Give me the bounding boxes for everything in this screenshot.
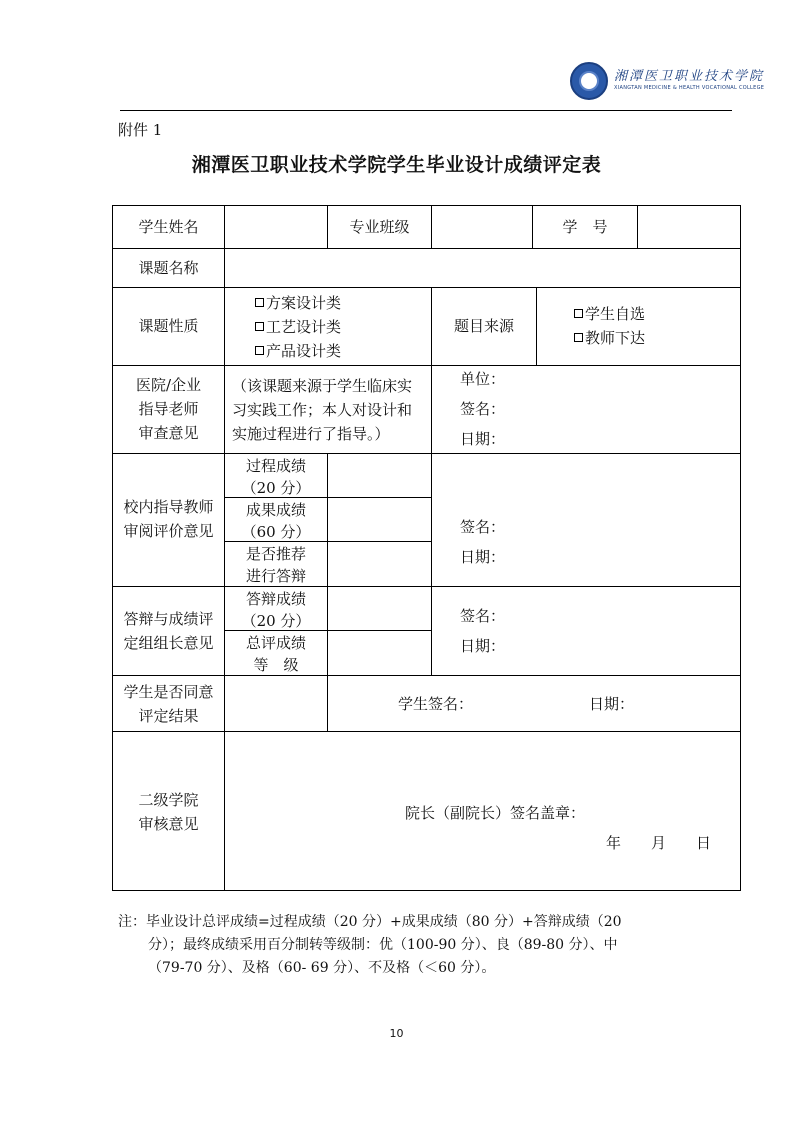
college-logo <box>570 62 765 102</box>
hospital-advisor-label-1: 医院/企业 <box>135 376 202 394</box>
hospital-statement-2: 习实践工作；本人对设计和 <box>232 401 413 419</box>
result-score-label-2: （60 分） <box>241 523 311 541</box>
student-agree-label-1: 学生是否同意 <box>123 683 214 701</box>
attachment-label: 附件 1 <box>118 121 163 139</box>
process-score-label-2: （20 分） <box>241 479 311 497</box>
unit-field[interactable]: 单位： <box>460 370 506 388</box>
college-review-label-2: 审核意见 <box>138 815 199 833</box>
overall-grade-label-1: 总评成绩 <box>245 634 306 652</box>
checkbox-icon <box>574 333 583 342</box>
hospital-date-field[interactable]: 日期： <box>460 430 506 448</box>
student-name-label: 学生姓名 <box>138 218 199 236</box>
defense-score-label-2: （20 分） <box>241 612 311 630</box>
hospital-sign-field[interactable]: 签名： <box>460 400 506 418</box>
checkbox-icon <box>255 298 264 307</box>
nature-option-product[interactable]: 产品设计类 <box>255 339 341 363</box>
checkbox-icon <box>574 309 583 318</box>
school-date-field[interactable]: 日期： <box>460 548 506 566</box>
defense-sign-field[interactable]: 签名： <box>460 607 506 625</box>
hospital-advisor-label-2: 指导老师 <box>138 400 199 418</box>
topic-nature-label: 课题性质 <box>138 317 199 335</box>
hospital-statement-1: （该课题来源于学生临床实 <box>232 377 413 395</box>
school-advisor-label-2: 审阅评价意见 <box>123 522 214 540</box>
student-sign-field[interactable]: 学生签名： <box>398 695 474 713</box>
major-class-label: 专业班级 <box>349 218 410 236</box>
topic-source-label: 题目来源 <box>453 317 514 335</box>
header-divider <box>120 110 732 111</box>
hospital-statement-3: 实施过程进行了指导。） <box>232 425 390 443</box>
student-date-field[interactable]: 日期： <box>589 695 635 713</box>
result-score-label-1: 成果成绩 <box>245 501 306 519</box>
student-agree-label-2: 评定结果 <box>138 707 199 725</box>
checkbox-icon <box>255 346 264 355</box>
school-advisor-label-1: 校内指导教师 <box>123 498 214 516</box>
footnote-line-3: （79-70 分）、及格（60- 69 分）、不及格（＜60 分）。 <box>148 960 496 976</box>
student-number-label: 学 号 <box>562 218 608 236</box>
dean-sign-field[interactable]: 院长（副院长）签名盖章： <box>405 804 586 822</box>
nature-option-process[interactable]: 工艺设计类 <box>255 315 341 339</box>
process-score-label-1: 过程成绩 <box>245 457 306 475</box>
topic-name-label: 课题名称 <box>138 259 199 277</box>
overall-grade-label-2: 等 级 <box>253 656 299 674</box>
defense-date-field[interactable]: 日期： <box>460 637 506 655</box>
source-option-self[interactable]: 学生自选 <box>574 302 645 326</box>
footnote <box>118 911 708 980</box>
page-number: 10 <box>389 1027 404 1040</box>
dean-date-field[interactable]: 年 月 日 <box>606 834 712 852</box>
college-review-label-1: 二级学院 <box>138 791 199 809</box>
nature-option-scheme[interactable]: 方案设计类 <box>255 291 341 315</box>
defense-score-label-1: 答辩成绩 <box>245 590 306 608</box>
footnote-line-2: 分）；最终成绩采用百分制转等级制：优（100-90 分）、良（89-80 分）、中 <box>148 937 618 953</box>
logo-name: 湘潭医卫职业技术学院 <box>614 69 765 84</box>
defense-group-label-1: 答辩与成绩评 <box>123 610 214 628</box>
college-emblem-icon <box>570 62 608 100</box>
hospital-advisor-label-3: 审查意见 <box>138 424 199 442</box>
recommend-defense-label-2: 进行答辩 <box>245 567 306 585</box>
page-title: 湘潭医卫职业技术学院学生毕业设计成绩评定表 <box>191 154 602 176</box>
school-sign-field[interactable]: 签名： <box>460 518 506 536</box>
checkbox-icon <box>255 322 264 331</box>
logo-english-name: XIANGTAN MEDICINE & HEALTH VOCATIONAL COLLEGE <box>614 85 765 91</box>
source-option-teacher[interactable]: 教师下达 <box>574 326 645 350</box>
recommend-defense-label-1: 是否推荐 <box>245 545 306 563</box>
footnote-line-1: 注：毕业设计总评成绩=过程成绩（20 分）+成果成绩（80 分）+答辩成绩（20 <box>118 914 622 930</box>
defense-group-label-2: 定组组长意见 <box>123 634 214 652</box>
